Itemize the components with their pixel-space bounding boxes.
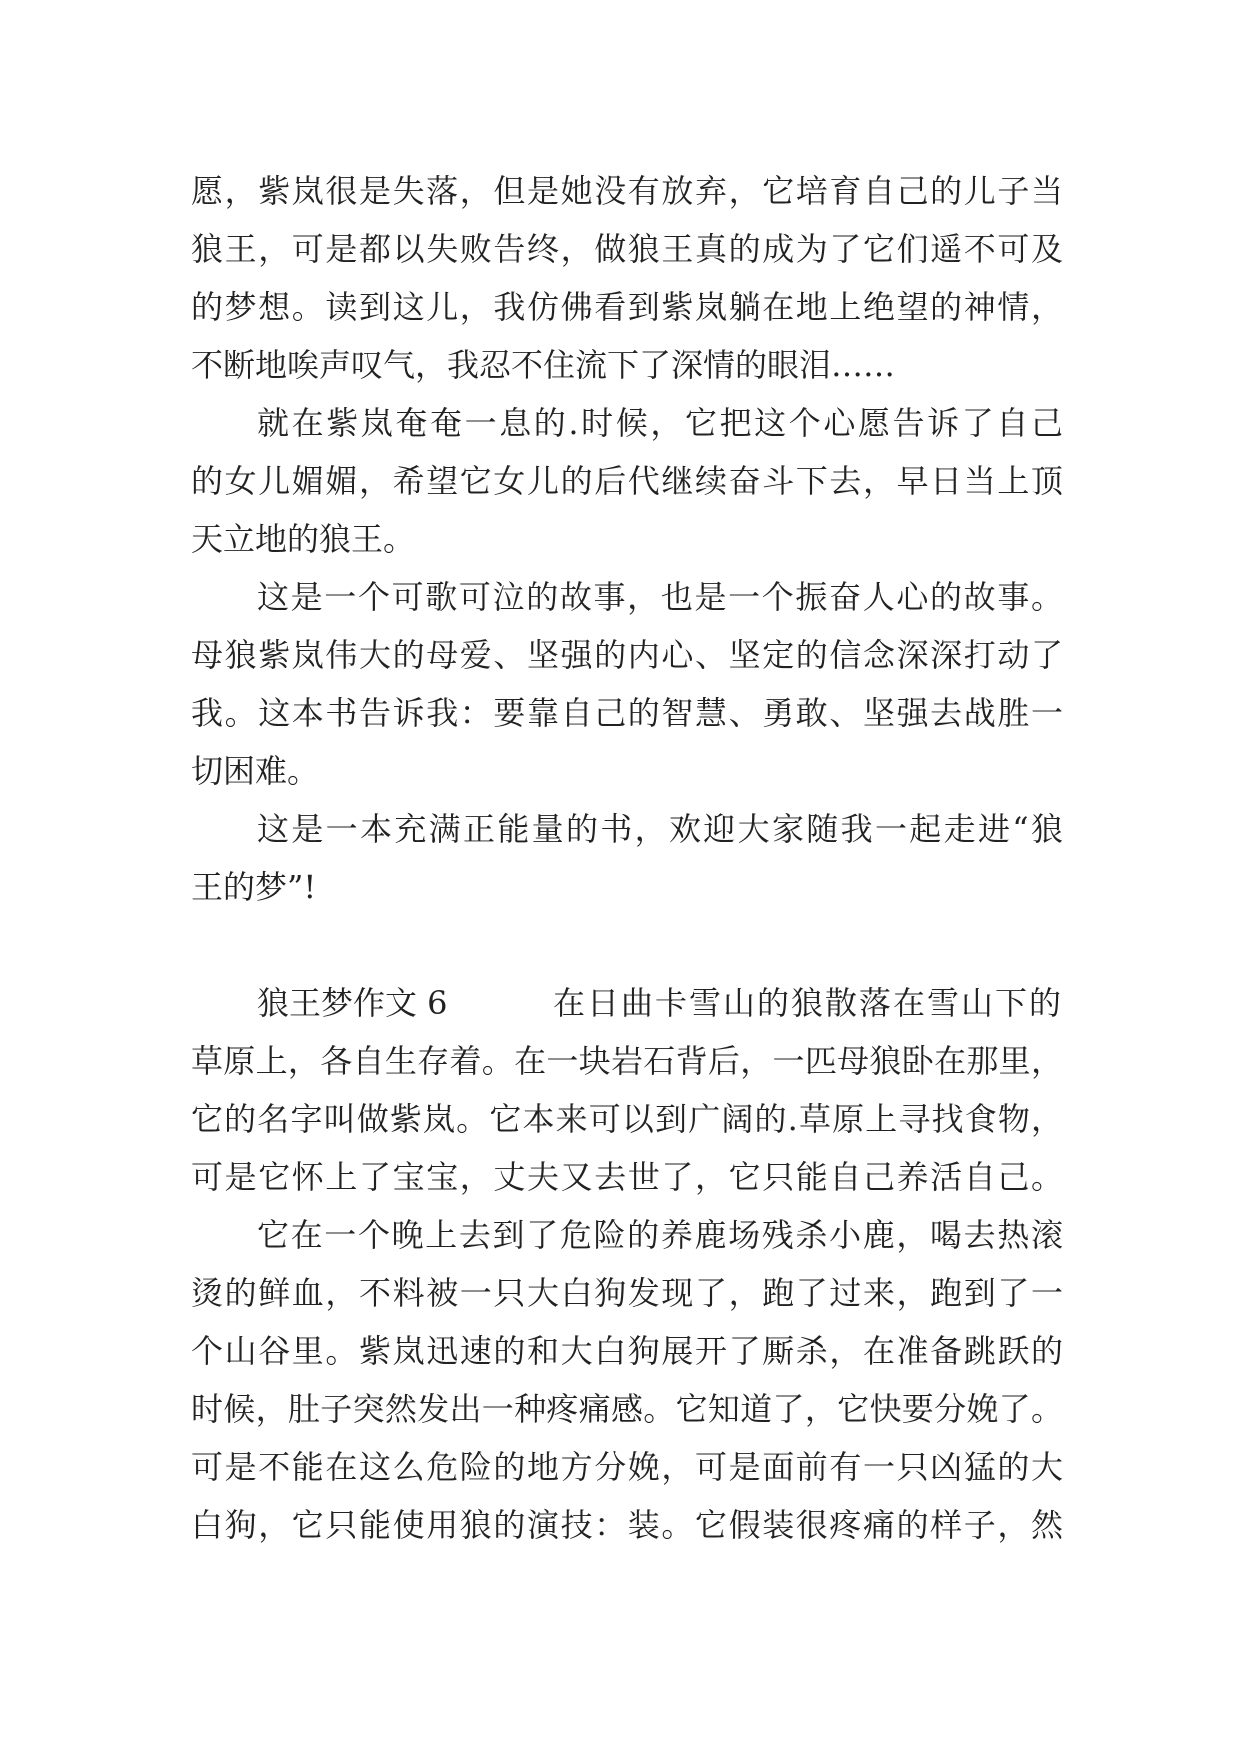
- text-line: 它的名字叫做紫岚。它本来可以到广阔的.草原上寻找食物，: [191, 1100, 1063, 1138]
- section-spacer: [191, 916, 1063, 974]
- paragraph: [191, 974, 1063, 1206]
- text-line: 白狗，它只能使用狼的演技：装。它假装很疼痛的样子，然: [191, 1506, 1063, 1544]
- text-line: 切困难。: [191, 752, 320, 790]
- text-line: 草原上，各自生存着。在一块岩石背后，一匹母狼卧在那里，: [191, 1042, 1063, 1080]
- text-line: 的女儿媚媚，希望它女儿的后代继续奋斗下去，早日当上顶: [191, 462, 1063, 500]
- text-line: 这是一本充满正能量的书，欢迎大家随我一起走进“狼: [257, 810, 1063, 848]
- essay-title: 狼王梦作文 6: [257, 984, 448, 1022]
- text-line: 母狼紫岚伟大的母爱、坚强的内心、坚定的信念深深打动了: [191, 636, 1063, 674]
- text-line: 王的梦”!: [191, 868, 317, 906]
- text-body: [191, 162, 1063, 1554]
- text-line: 这是一个可歌可泣的故事，也是一个振奋人心的故事。: [257, 578, 1063, 616]
- text-line: 不断地唉声叹气，我忍不住流下了深情的眼泪……: [191, 346, 896, 384]
- text-line: 时候，肚子突然发出一种疼痛感。它知道了，它快要分娩了。: [191, 1390, 1063, 1428]
- text-line: 它在一个晚上去到了危险的养鹿场残杀小鹿，喝去热滚: [257, 1216, 1063, 1254]
- text-line: 烫的鲜血，不料被一只大白狗发现了，跑了过来，跑到了一: [191, 1274, 1063, 1312]
- text-line: 就在紫岚奄奄一息的.时候，它把这个心愿告诉了自己: [257, 404, 1063, 442]
- text-line-segment: 在日曲卡雪山的狼散落在雪山下的: [552, 984, 1063, 1022]
- essay-6: [191, 974, 1063, 1554]
- text-line: 可是它怀上了宝宝，丈夫又去世了，它只能自己养活自己。: [191, 1158, 1063, 1196]
- previous-essay-continuation: [191, 162, 1063, 916]
- text-line: 天立地的狼王。: [191, 520, 416, 558]
- paragraph: [191, 1206, 1063, 1554]
- paragraph: [191, 800, 1063, 916]
- paragraph: [191, 568, 1063, 800]
- text-line: 愿，紫岚很是失落，但是她没有放弃，它培育自己的儿子当: [191, 172, 1063, 210]
- paragraph: [191, 394, 1063, 568]
- text-line: 我。这本书告诉我：要靠自己的智慧、勇敢、坚强去战胜一: [191, 694, 1063, 732]
- text-line: 的梦想。读到这儿，我仿佛看到紫岚躺在地上绝望的神情，: [191, 288, 1063, 326]
- paragraph: [191, 162, 1063, 394]
- text-line: 狼王，可是都以失败告终，做狼王真的成为了它们遥不可及: [191, 230, 1063, 268]
- text-line: 个山谷里。紫岚迅速的和大白狗展开了厮杀，在准备跳跃的: [191, 1332, 1063, 1370]
- text-line: 可是不能在这么危险的地方分娩，可是面前有一只凶猛的大: [191, 1448, 1063, 1486]
- essay-title-line: [191, 974, 1063, 1032]
